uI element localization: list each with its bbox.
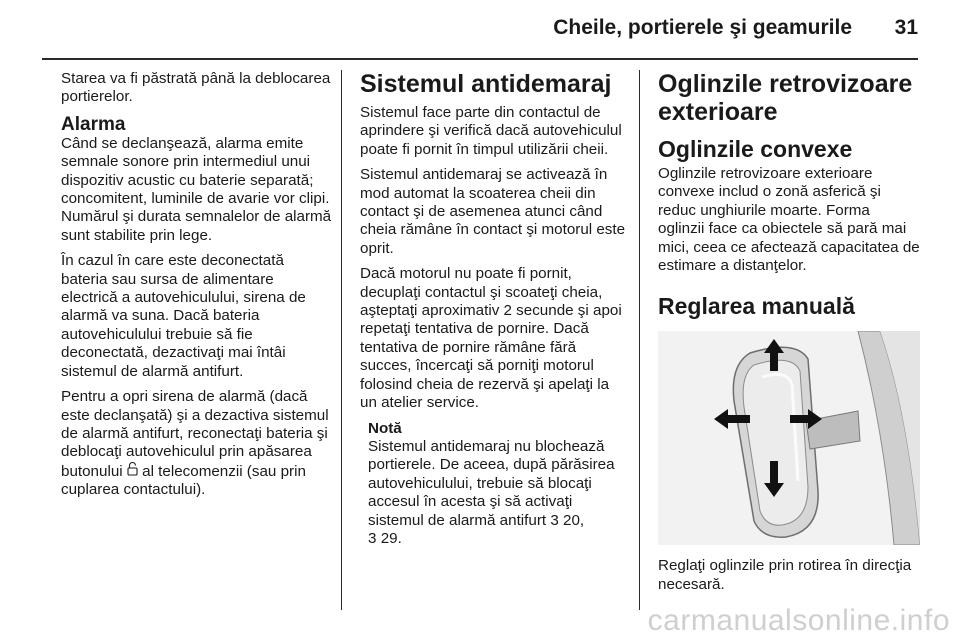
alarm-paragraph-3	[61, 388, 333, 499]
column-divider-2	[639, 70, 640, 610]
mirror-adjust-illustration	[658, 331, 920, 545]
alarm-paragraph-1: Când se declanşează, alarma emite semnale sonore prin intermediul unui dispozitiv acustic cu baterie separată; concomitent, luminile de avarie vor clipi. Numărul şi durata semnalelor de alarmă sunt stabilite prin lege.	[61, 134, 332, 244]
note-text-body: Sistemul antidemaraj nu blochează portierele. De aceea, după părăsirea autovehiculului, trebuie să blocaţi accesul în acesta şi să activaţi sistemul de alarmă antifurt	[368, 437, 615, 529]
page-ref-20[interactable]: 20,	[563, 511, 585, 529]
header-divider	[42, 58, 918, 60]
convex-mirrors-heading: Oglinzile convexe	[658, 136, 853, 162]
mirrors-heading: Oglinzile retrovizoare exterioare	[658, 70, 913, 126]
page-number: 31	[894, 16, 918, 39]
column-divider-1	[341, 70, 342, 610]
alarm-heading: Alarma	[61, 113, 126, 135]
note-text	[368, 438, 626, 548]
column-1	[61, 70, 333, 507]
alarm-paragraph-3-end: al telecomenzii (sau prin cuplarea contactului).	[61, 462, 306, 499]
note-title: Notă	[368, 419, 402, 437]
alarm-paragraph-3-start: Pentru a opri sirena de alarmă (dacă este declanşată) şi a dezactiva sistemul de alarmă antifurt, reconectaţi bateria şi deblocaţi autovehiculul prin apăsarea butonului	[61, 388, 329, 480]
page-ref-arrow: 3	[368, 529, 377, 547]
unlock-icon	[127, 462, 138, 481]
immobiliser-heading: Sistemul antidemaraj	[360, 70, 612, 98]
alarm-paragraph-2: În cazul în care este deconectată bateria sau sursa de alimentare electrică a autovehiculului, sirena de alarmă va suna. Dacă bateria autovehiculului trebuie să fie deconectată, dezactivaţi mai întâi sistemul de alarmă antifurt.	[61, 252, 306, 380]
immobiliser-paragraph-1: Sistemul face parte din contactul de aprindere şi verifică dacă autovehiculul poate fi pornit în timpul utilizării cheii.	[360, 104, 622, 158]
manual-adjust-heading: Reglarea manuală	[658, 293, 855, 320]
column-2	[360, 70, 626, 555]
page-ref-29[interactable]: 29.	[380, 529, 402, 547]
note-box	[368, 420, 626, 549]
watermark: carmanualsonline.info	[647, 604, 950, 637]
header-title: Cheile, portierele şi geamurile	[553, 16, 852, 39]
manual-adjust-text: Reglaţi oglinzile prin rotirea în direcţia necesară.	[658, 557, 912, 593]
page-ref-arrow: 3	[550, 511, 559, 529]
convex-mirrors-text: Oglinzile retrovizoare exterioare convexe includ o zonă asferică şi reduc unghiurile moarte. Forma oglinzii face ca obiectele să pară mai mici, ceea ce afectează capacitatea de estimare a distanţelor.	[658, 165, 920, 275]
immobiliser-paragraph-3: Dacă motorul nu poate fi pornit, decuplaţi contactul şi scoateţi cheia, aşteptaţi aproximativ 2 secunde şi apoi repetaţi tentativa de pornire. Dacă tentativa de pornire rămâne fără succes, încercaţi să porniţi motorul folosind cheia de rezervă şi apelaţi la un atelier service.	[360, 265, 622, 412]
column-3	[658, 70, 920, 601]
page-header	[0, 0, 960, 62]
intro-text: Starea va fi păstrată până la deblocarea portierelor.	[61, 70, 331, 106]
immobiliser-paragraph-2: Sistemul antidemaraj se activează în mod automat la scoaterea cheii din contact şi de asemenea atunci când cheia rămâne în contact şi motorul este oprit.	[360, 166, 626, 257]
